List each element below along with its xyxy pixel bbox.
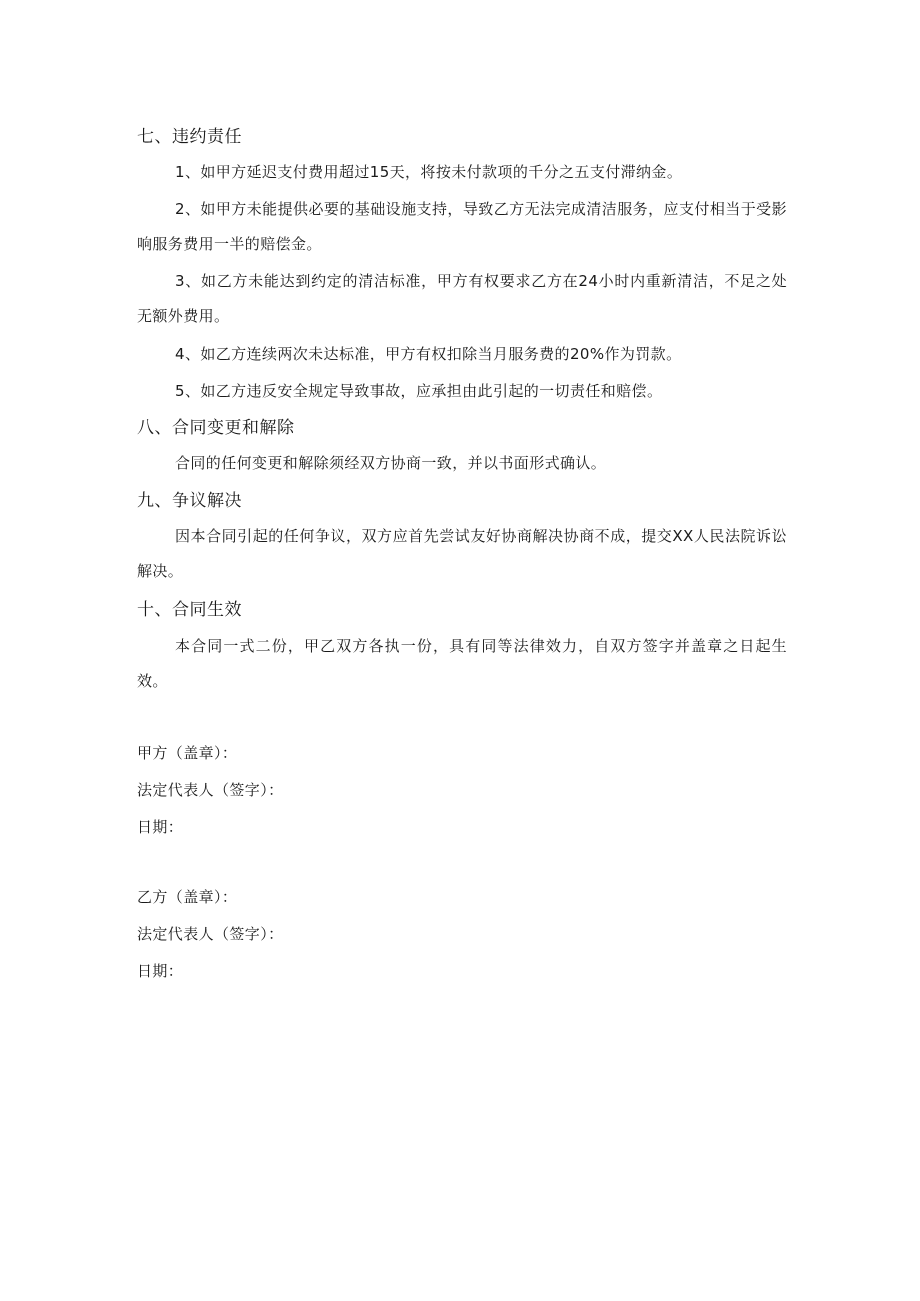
section-7-item-1: 1、如甲方延迟支付费用超过15天，将按未付款项的千分之五支付滞纳金。 bbox=[175, 163, 683, 181]
section-7-item-2: 2、如甲方未能提供必要的基础设施支持，导致乙方无法完成清洁服务，应支付相当于受影响服务费用一半的赔偿金。 bbox=[137, 200, 787, 253]
section-7-item-3: 3、如乙方未能达到约定的清洁标准，甲方有权要求乙方在24小时内重新清洁，不足之处无额外费用。 bbox=[137, 272, 787, 325]
section-7-heading: 七、违约责任 bbox=[137, 127, 242, 147]
section-10-heading: 十、合同生效 bbox=[137, 600, 242, 620]
section-7-item-4: 4、如乙方连续两次未达标准，甲方有权扣除当月服务费的20%作为罚款。 bbox=[175, 345, 682, 363]
section-9-text: 因本合同引起的任何争议，双方应首先尝试友好协商解决协商不成，提交XX人民法院诉讼解决。 bbox=[137, 527, 787, 580]
party-a-seal-label: 甲方（盖章）： bbox=[137, 744, 238, 762]
section-7-item-5: 5、如乙方违反安全规定导致事故，应承担由此引起的一切责任和赔偿。 bbox=[175, 382, 663, 400]
section-10-text: 本合同一式二份，甲乙双方各执一份，具有同等法律效力，自双方签字并盖章之日起生效。 bbox=[137, 637, 787, 690]
party-b-seal-label: 乙方（盖章）： bbox=[137, 888, 238, 906]
party-a-rep-label: 法定代表人（签字）： bbox=[137, 781, 284, 799]
party-a-date-label: 日期： bbox=[137, 818, 184, 836]
section-9-heading: 九、争议解决 bbox=[137, 491, 242, 511]
section-8-text: 合同的任何变更和解除须经双方协商一致，并以书面形式确认。 bbox=[175, 454, 607, 472]
section-8-heading: 八、合同变更和解除 bbox=[137, 418, 295, 438]
party-b-rep-label: 法定代表人（签字）： bbox=[137, 925, 284, 943]
party-b-date-label: 日期： bbox=[137, 962, 184, 980]
